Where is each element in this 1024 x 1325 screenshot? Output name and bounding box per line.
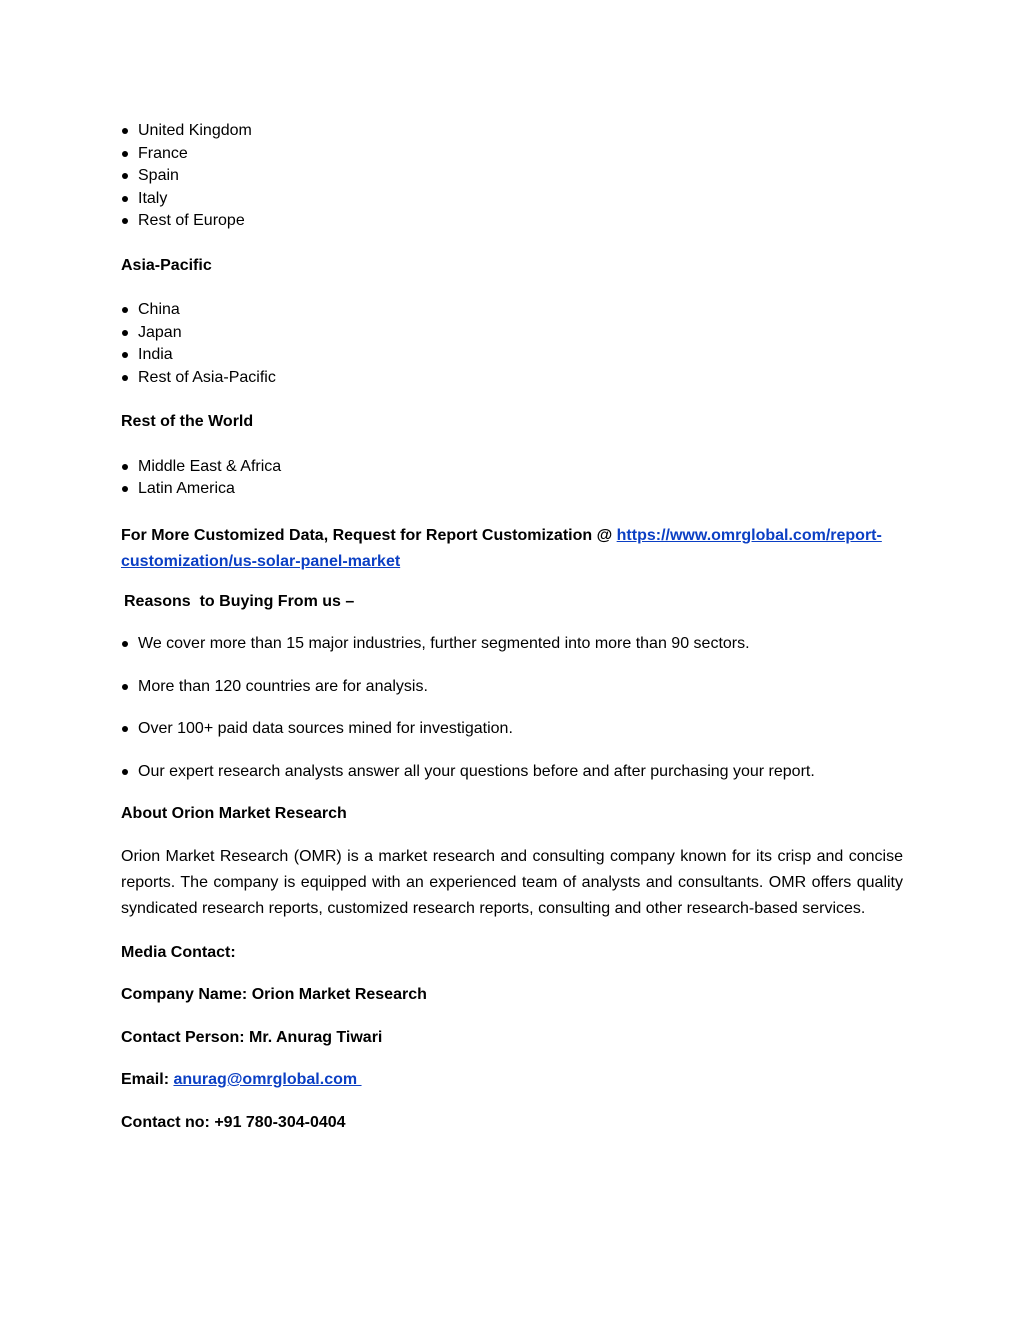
contact-person: Contact Person: Mr. Anurag Tiwari (121, 1028, 383, 1046)
rest-of-world-heading: Rest of the World (121, 413, 254, 430)
bullet-icon (122, 307, 128, 313)
company-name: Company Name: Orion Market Research (121, 986, 427, 1003)
list-item: Italy (121, 188, 903, 211)
bullet-icon (122, 486, 128, 492)
email-label: Email: (121, 1071, 174, 1088)
list-item: We cover more than 15 major industries, further segmented into more than 90 sectors. (121, 633, 903, 656)
asia-pacific-heading: Asia-Pacific (121, 256, 212, 274)
bullet-icon (122, 151, 128, 157)
rest-of-world-list (121, 456, 903, 501)
about-heading: About Orion Market Research (121, 805, 347, 822)
bullet-icon (122, 375, 128, 381)
contact-number: Contact no: +91 780-304-0404 (121, 1113, 346, 1131)
bullet-icon (122, 464, 128, 470)
media-contact-heading: Media Contact: (121, 943, 236, 961)
bullet-icon (122, 352, 128, 358)
bullet-icon (122, 218, 128, 224)
customization-text: For More Customized Data, Request for Report Customization @ (121, 526, 617, 544)
list-item: Latin America (121, 478, 903, 501)
email-link[interactable]: anurag@omrglobal.com (173, 1071, 362, 1088)
bullet-icon (122, 769, 128, 775)
asia-pacific-list (121, 299, 903, 389)
list-item: India (121, 344, 903, 367)
bullet-icon (122, 128, 128, 134)
list-item: Middle East & Africa (121, 456, 903, 479)
document-page (121, 120, 903, 1134)
bullet-icon (122, 330, 128, 336)
list-item: Rest of Asia-Pacific (121, 367, 903, 390)
list-item: More than 120 countries are for analysis. (121, 676, 903, 699)
bullet-icon (122, 641, 128, 647)
email-line (121, 1069, 903, 1092)
list-item: United Kingdom (121, 120, 903, 143)
bullet-icon (122, 196, 128, 202)
list-item: Over 100+ paid data sources mined for investigation. (121, 718, 903, 741)
bullet-icon (122, 173, 128, 179)
list-item: Japan (121, 322, 903, 345)
list-item: Rest of Europe (121, 210, 903, 233)
reasons-heading: Reasons to Buying From us – (124, 592, 355, 610)
list-item: Spain (121, 165, 903, 188)
customization-link[interactable]: https://www.omrglobal.com/report- customization/us-solar-panel-market (121, 526, 882, 570)
bullet-icon (122, 726, 128, 732)
list-item: China (121, 299, 903, 322)
list-item: Our expert research analysts answer all your questions before and after purchasing your report. (121, 761, 903, 784)
list-item: France (121, 143, 903, 166)
europe-country-list (121, 120, 903, 233)
customization-paragraph (121, 523, 903, 575)
bullet-icon (122, 684, 128, 690)
about-body: Orion Market Research (OMR) is a market research and consulting company known for its crisp and concise reports. The company is equipped with an experienced team of analysts and consultants. OMR offers quality syndicated research reports, customized research reports, consulting and other research-based services. (121, 847, 903, 917)
reasons-list (121, 633, 903, 783)
